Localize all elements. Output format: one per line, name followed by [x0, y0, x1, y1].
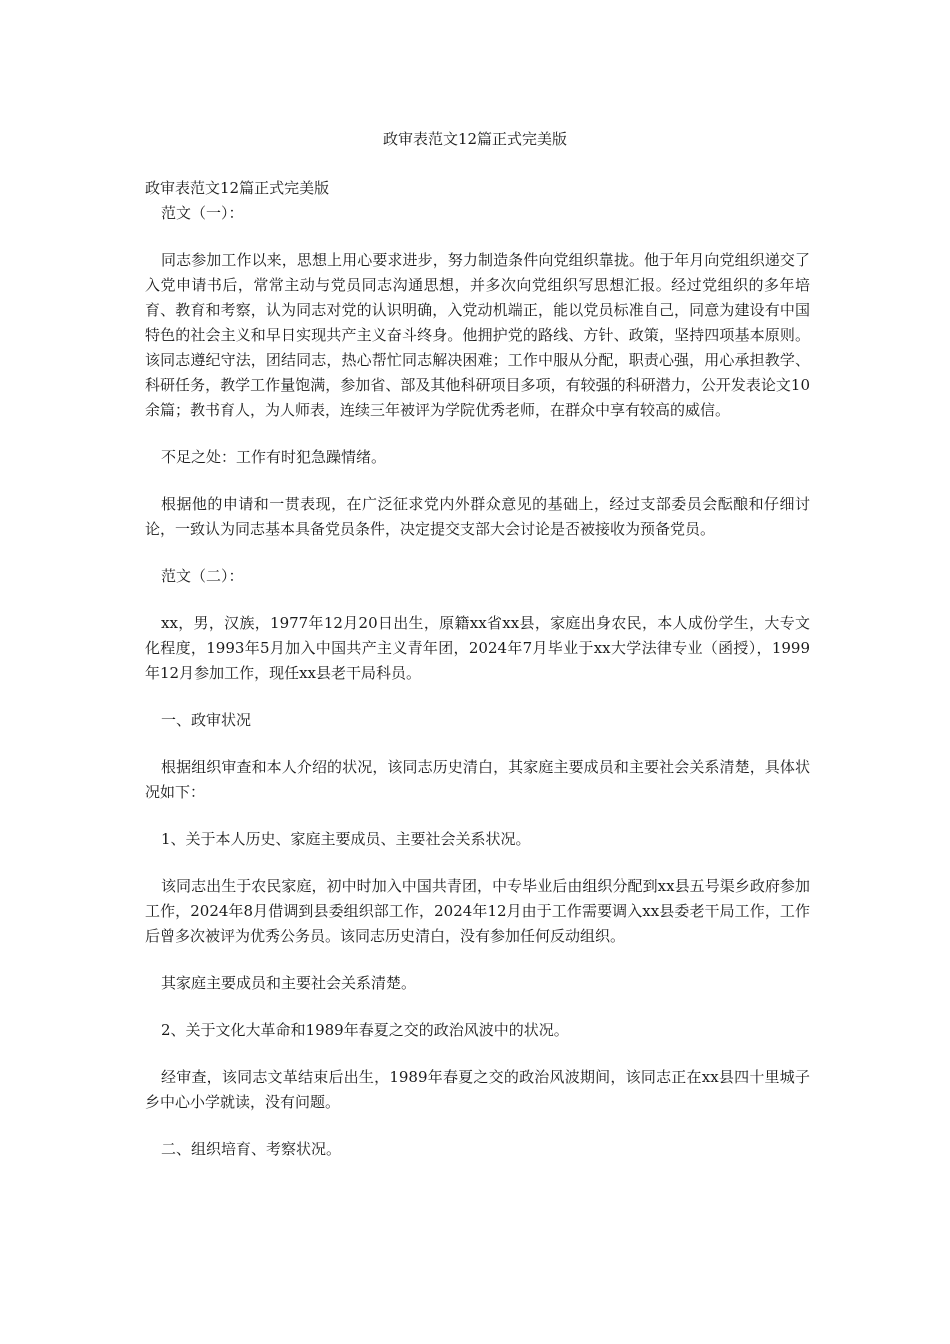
- section-heading-political-review: 一、政审状况: [161, 711, 252, 729]
- body-paragraph: xx，男，汉族，1977年12月20日出生，原籍xx省xx县，家庭出身农民，本人成份学生，大专文化程度，1993年5月加入中国共产主义青年团，2024年7月毕业于xx大学法律专业（函授），1999年12月参加工作，现任xx县老干局科员。: [145, 614, 810, 682]
- section-heading-organization-training: 二、组织培育、考察状况。: [161, 1140, 342, 1158]
- section-heading-sample-1: 范文（一）：: [161, 204, 244, 222]
- body-paragraph: 根据他的申请和一贯表现，在广泛征求党内外群众意见的基础上，经过支部委员会酝酿和仔细讨论，一致认为同志基本具备党员条件，决定提交支部大会讨论是否被接收为预备党员。: [145, 495, 810, 538]
- document-body: [145, 176, 810, 1184]
- body-paragraph: 不足之处：工作有时犯急躁情绪。: [161, 448, 387, 466]
- document-subtitle: 政审表范文12篇正式完美版: [145, 179, 330, 197]
- subheading-cultural-revolution: 2、关于文化大革命和1989年春夏之交的政治风波中的状况。: [161, 1021, 569, 1039]
- body-paragraph: 该同志出生于农民家庭，初中时加入中国共青团，中专毕业后由组织分配到xx县五号渠乡政府参加工作，2024年8月借调到县委组织部工作，2024年12月由于工作需要调入xx县委老干局工作，工作后曾多次被评为优秀公务员。该同志历史清白，没有参加任何反动组织。: [145, 877, 810, 945]
- body-paragraph: 其家庭主要成员和主要社会关系清楚。: [161, 974, 417, 992]
- body-paragraph: 同志参加工作以来，思想上用心要求进步，努力制造条件向党组织靠拢。他于年月向党组织递交了入党申请书后，常常主动与党员同志沟通思想，并多次向党组织写思想汇报。经过党组织的多年培育、教育和考察，认为同志对党的认识明确，入党动机端正，能以党员标准自己，同意为建设有中国特色的社会主义和早日实现共产主义奋斗终身。他拥护党的路线、方针、政策，坚持四项基本原则。该同志遵纪守法，团结同志，热心帮忙同志解决困难；工作中服从分配，职责心强，用心承担教学、科研任务，教学工作量饱满，参加省、部及其他科研项目多项，有较强的科研潜力，公开发表论文10余篇；教书育人，为人师表，连续三年被评为学院优秀老师，在群众中享有较高的威信。: [145, 251, 810, 419]
- body-paragraph: 根据组织审查和本人介绍的状况，该同志历史清白，其家庭主要成员和主要社会关系清楚，具体状况如下：: [145, 758, 810, 801]
- subheading-history: 1、关于本人历史、家庭主要成员、主要社会关系状况。: [161, 830, 531, 848]
- document-title: 政审表范文12篇正式完美版: [382, 130, 568, 148]
- body-paragraph: 经审查，该同志文革结束后出生，1989年春夏之交的政治风波期间，该同志正在xx县四十里城子乡中心小学就读，没有问题。: [145, 1068, 810, 1111]
- section-heading-sample-2: 范文（二）：: [161, 567, 244, 585]
